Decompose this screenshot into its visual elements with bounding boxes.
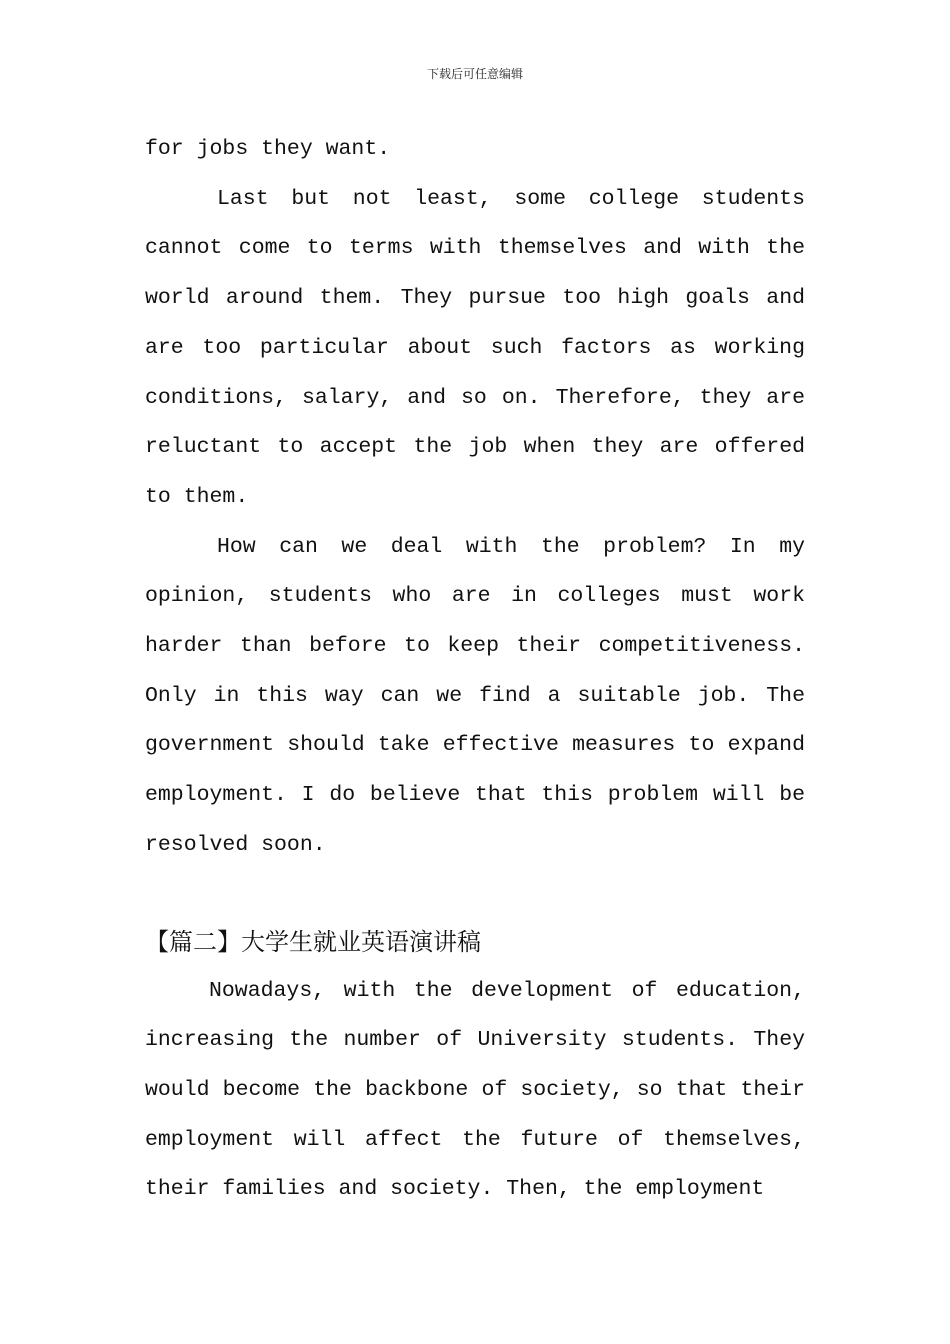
- paragraph-solution: How can we deal with the problem? In my opinion, students who are in colleges must work harder than before to keep their competitiveness. Only in this way can we find a suitable job. The government should take effective measures to expand employment. I do believe that this problem will be resolved soon.: [145, 534, 805, 857]
- paragraph-continuation: for jobs they want.: [145, 137, 391, 161]
- page-header: 下载后可任意编辑: [426, 67, 523, 81]
- document-body: [145, 125, 805, 1215]
- section-heading: 【篇二】大学生就业英语演讲稿: [145, 927, 481, 956]
- paragraph-last-but-not-least: Last but not least, some college students cannot come to terms with themselves and with the world around them. They pursue too high goals and are too particular about such factors as working conditions, salary, and so on. Therefore, they are reluctant to accept the job when they are offered to them.: [145, 186, 805, 509]
- paragraph-nowadays: Nowadays, with the development of education, increasing the number of University students. They would become the backbone of society, so that their employment will affect the future of themselves, their families and society. Then, the employment: [145, 978, 805, 1202]
